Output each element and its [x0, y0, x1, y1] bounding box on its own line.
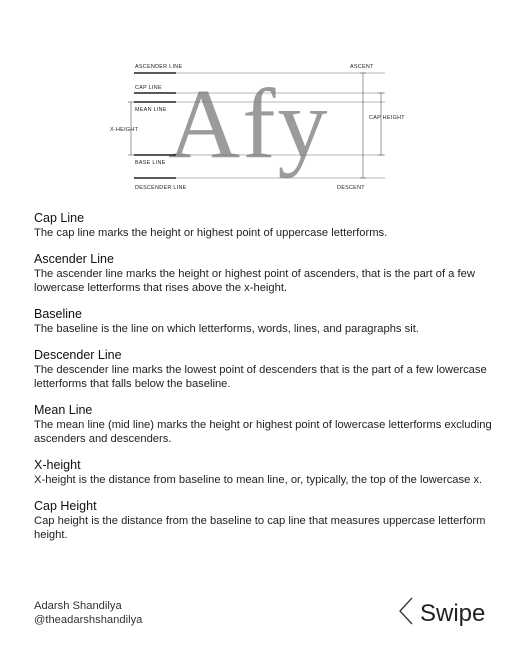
- term-description: The cap line marks the height or highest point of uppercase letterforms.: [34, 227, 388, 239]
- term-title: Cap Height: [34, 499, 97, 513]
- term-title: Mean Line: [34, 403, 93, 417]
- label-ascent: ASCENT: [350, 64, 374, 70]
- term-mean-line: [34, 403, 494, 446]
- label-descent: DESCENT: [337, 185, 365, 191]
- term-description: The descender line marks the lowest point of descenders that is the part of a few lowercase letterforms that falls below the baseline.: [34, 364, 487, 390]
- author-name: Adarsh Shandilya: [34, 600, 122, 612]
- term-description: X-height is the distance from baseline to mean line, or, typically, the top of the lowercase x.: [34, 474, 483, 486]
- term-baseline: [34, 307, 494, 336]
- term-title: Descender Line: [34, 348, 122, 362]
- label-descender-line: DESCENDER LINE: [135, 185, 187, 191]
- label-mean-line: MEAN LINE: [135, 107, 167, 113]
- diagram-glyphs: Afy: [168, 68, 330, 179]
- typography-anatomy-diagram: [0, 0, 520, 200]
- swipe-label: Swipe: [420, 599, 486, 627]
- definitions-list: [34, 211, 494, 554]
- label-x-height: X-HEIGHT: [110, 127, 139, 133]
- label-ascender-line: ASCENDER LINE: [135, 64, 183, 70]
- term-descender-line: [34, 348, 494, 391]
- term-description: Cap height is the distance from the baseline to cap line that measures uppercase letterform height.: [34, 515, 486, 541]
- term-title: Cap Line: [34, 211, 85, 225]
- term-description: The ascender line marks the height or highest point of ascenders, that is the part of a few lowercase letterforms that rises above the x-height.: [34, 268, 475, 294]
- label-cap-line: CAP LINE: [135, 85, 162, 91]
- term-cap-height: [34, 499, 494, 542]
- author-handle: @theadarshshandilya: [34, 614, 143, 626]
- label-base-line: BASE LINE: [135, 160, 166, 166]
- term-ascender-line: [34, 252, 494, 295]
- chevron-left-icon: [398, 596, 414, 631]
- label-cap-height: CAP HEIGHT: [369, 115, 405, 121]
- term-cap-line: [34, 211, 494, 240]
- term-title: Baseline: [34, 307, 82, 321]
- term-description: The mean line (mid line) marks the height or highest point of lowercase letterforms excluding ascenders and descenders.: [34, 419, 492, 445]
- swipe-button[interactable]: [398, 596, 485, 631]
- term-title: Ascender Line: [34, 252, 114, 266]
- term-title: X-height: [34, 458, 81, 472]
- diagram-svg: [0, 0, 520, 200]
- right-dimensions: [360, 73, 384, 178]
- term-description: The baseline is the line on which letterforms, words, lines, and paragraphs sit.: [34, 323, 419, 335]
- term-x-height: [34, 458, 494, 487]
- author-block: [34, 599, 142, 627]
